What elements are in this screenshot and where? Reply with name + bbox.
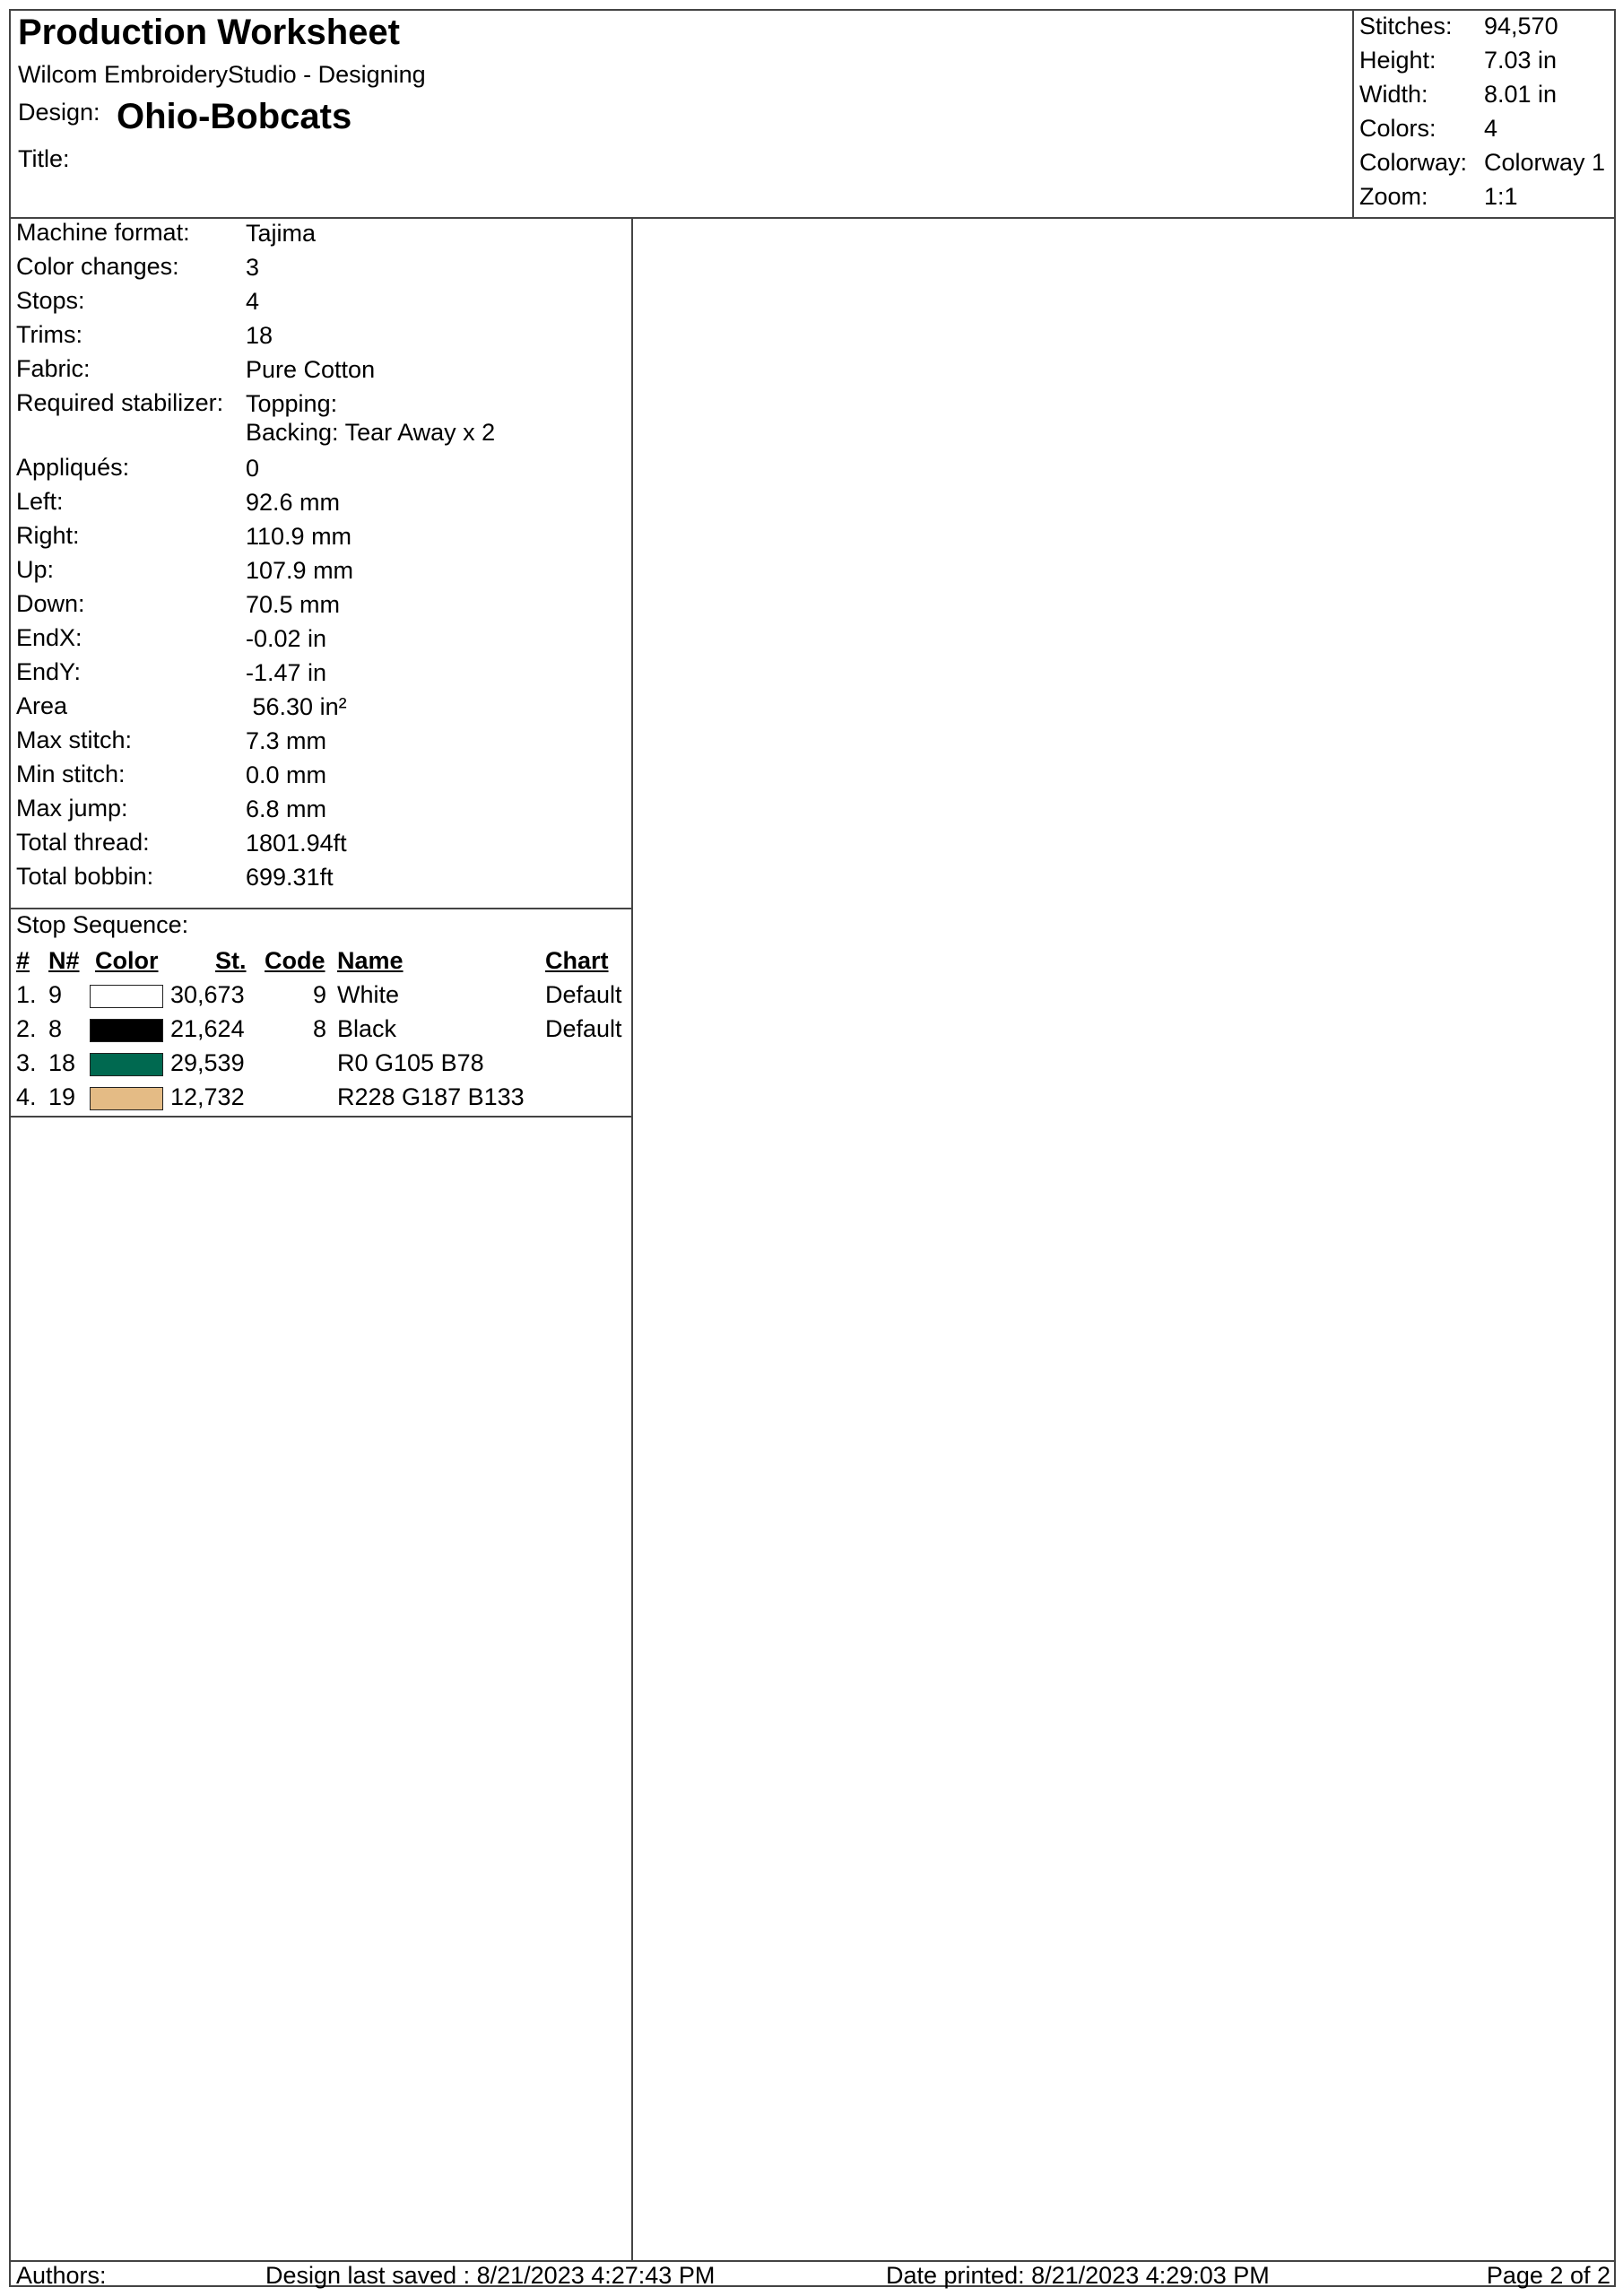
stat-label: Colorway: [1359, 149, 1468, 176]
app-name: Wilcom EmbroideryStudio - Designing [18, 61, 426, 88]
prop-label: Max stitch: [16, 726, 133, 753]
stat-colorway [1354, 149, 1618, 183]
prop-value: 110.9 mm [246, 523, 352, 550]
stat-height [1354, 47, 1618, 81]
stat-label: Stitches: [1359, 13, 1453, 39]
prop-label: EndY: [16, 658, 82, 685]
row-num: 2. [16, 1015, 37, 1042]
prop-label: Down: [16, 590, 85, 617]
row-code: 8 [312, 1015, 326, 1042]
worksheet-page [9, 9, 1616, 2287]
footer-page-number: Page 2 of 2 [1486, 2262, 1610, 2289]
prop-value: 4 [246, 288, 260, 315]
worksheet-header [11, 11, 1616, 219]
color-swatch [90, 985, 163, 1008]
prop-value: Topping: [246, 390, 338, 417]
row-stitches: 12,732 [170, 1083, 245, 1110]
stat-label: Colors: [1359, 115, 1436, 142]
prop-value: 7.3 mm [246, 727, 327, 754]
row-num: 3. [16, 1049, 37, 1076]
row-name: Black [337, 1015, 397, 1042]
worksheet-footer [11, 2260, 1616, 2287]
prop-label: Required stabilizer: [16, 389, 224, 416]
color-swatch [90, 1019, 163, 1042]
prop-label: Stops: [16, 287, 85, 314]
design-label: Design: [18, 99, 100, 126]
stat-width [1354, 81, 1618, 115]
prop-value: 699.31ft [246, 864, 334, 891]
prop-label: Up: [16, 556, 55, 583]
prop-value: 6.8 mm [246, 796, 327, 822]
col-header-chart: Chart [545, 947, 609, 974]
footer-last-saved: Design last saved : 8/21/2023 4:27:43 PM [265, 2262, 716, 2289]
stat-label: Width: [1359, 81, 1428, 108]
page-title: Production Worksheet [18, 13, 400, 52]
row-name: R0 G105 B78 [337, 1049, 484, 1076]
prop-value: 18 [246, 322, 273, 349]
row-needle: 9 [48, 981, 63, 1008]
details-panel [11, 217, 633, 2260]
stop-sequence-title: Stop Sequence: [16, 911, 189, 938]
stat-value: 4 [1484, 115, 1498, 142]
stat-label: Height: [1359, 47, 1436, 74]
prop-value: 92.6 mm [246, 489, 341, 516]
color-swatch [90, 1053, 163, 1076]
col-header-name: Name [337, 947, 404, 974]
col-header-color: Color [95, 947, 159, 974]
prop-value: 56.30 in² [246, 693, 347, 720]
prop-value: Pure Cotton [246, 356, 376, 383]
row-chart: Default [545, 1015, 622, 1042]
prop-label: Left: [16, 488, 64, 515]
prop-label: Right: [16, 522, 80, 549]
prop-value: 107.9 mm [246, 557, 354, 584]
prop-label: Total bobbin: [16, 863, 154, 890]
row-name: R228 G187 B133 [337, 1083, 525, 1110]
prop-value: 1801.94ft [246, 830, 347, 857]
stat-value: 8.01 in [1484, 81, 1558, 108]
prop-label: EndX: [16, 624, 82, 651]
row-num: 4. [16, 1083, 37, 1110]
stat-value: 7.03 in [1484, 47, 1558, 74]
color-swatch [90, 1087, 163, 1110]
design-name: Ohio-Bobcats [117, 97, 352, 136]
footer-authors: Authors: [16, 2262, 107, 2289]
row-num: 1. [16, 981, 37, 1008]
table-row [11, 1015, 631, 1049]
row-stitches: 30,673 [170, 981, 245, 1008]
row-chart: Default [545, 981, 622, 1008]
footer-date-printed: Date printed: 8/21/2023 4:29:03 PM [886, 2262, 1270, 2289]
prop-value: Tajima [246, 220, 317, 247]
prop-label: Appliqués: [16, 454, 130, 481]
prop-label: Total thread: [16, 829, 150, 856]
table-row [11, 981, 631, 1015]
stat-value: Colorway 1 [1484, 149, 1606, 176]
row-needle: 19 [48, 1083, 76, 1110]
prop-label: Color changes: [16, 253, 179, 280]
row-code: 9 [312, 981, 326, 1008]
prop-label: Machine format: [16, 219, 190, 246]
col-header-stitches: St. [215, 947, 247, 974]
row-needle: 8 [48, 1015, 63, 1042]
stat-zoom [1354, 183, 1618, 217]
stat-value: 94,570 [1484, 13, 1558, 39]
col-header-code: Code [265, 947, 325, 974]
prop-value: 0 [246, 455, 260, 482]
stop-sequence-table [11, 909, 631, 1118]
col-header-num: # [16, 947, 30, 974]
stat-label: Zoom: [1359, 183, 1428, 210]
prop-label: Max jump: [16, 795, 128, 822]
header-stats [1352, 11, 1616, 217]
prop-label: Area [16, 692, 68, 719]
prop-value-backing: Backing: Tear Away x 2 [246, 419, 496, 446]
table-row [11, 1049, 631, 1083]
prop-value: 0.0 mm [246, 761, 327, 788]
stat-value: 1:1 [1484, 183, 1518, 210]
design-properties [11, 217, 631, 909]
prop-label: Trims: [16, 321, 82, 348]
row-stitches: 21,624 [170, 1015, 245, 1042]
row-needle: 18 [48, 1049, 76, 1076]
header-info [11, 11, 1352, 217]
prop-value: 3 [246, 254, 260, 281]
prop-label: Fabric: [16, 355, 91, 382]
prop-value: -0.02 in [246, 625, 327, 652]
stat-stitches [1354, 13, 1618, 47]
col-header-needle: N# [48, 947, 80, 974]
stat-colors [1354, 115, 1618, 149]
row-stitches: 29,539 [170, 1049, 245, 1076]
title-label: Title: [18, 145, 70, 172]
prop-label: Min stitch: [16, 761, 126, 787]
prop-value: -1.47 in [246, 659, 327, 686]
prop-value: 70.5 mm [246, 591, 341, 618]
row-name: White [337, 981, 400, 1008]
table-row [11, 1083, 631, 1118]
